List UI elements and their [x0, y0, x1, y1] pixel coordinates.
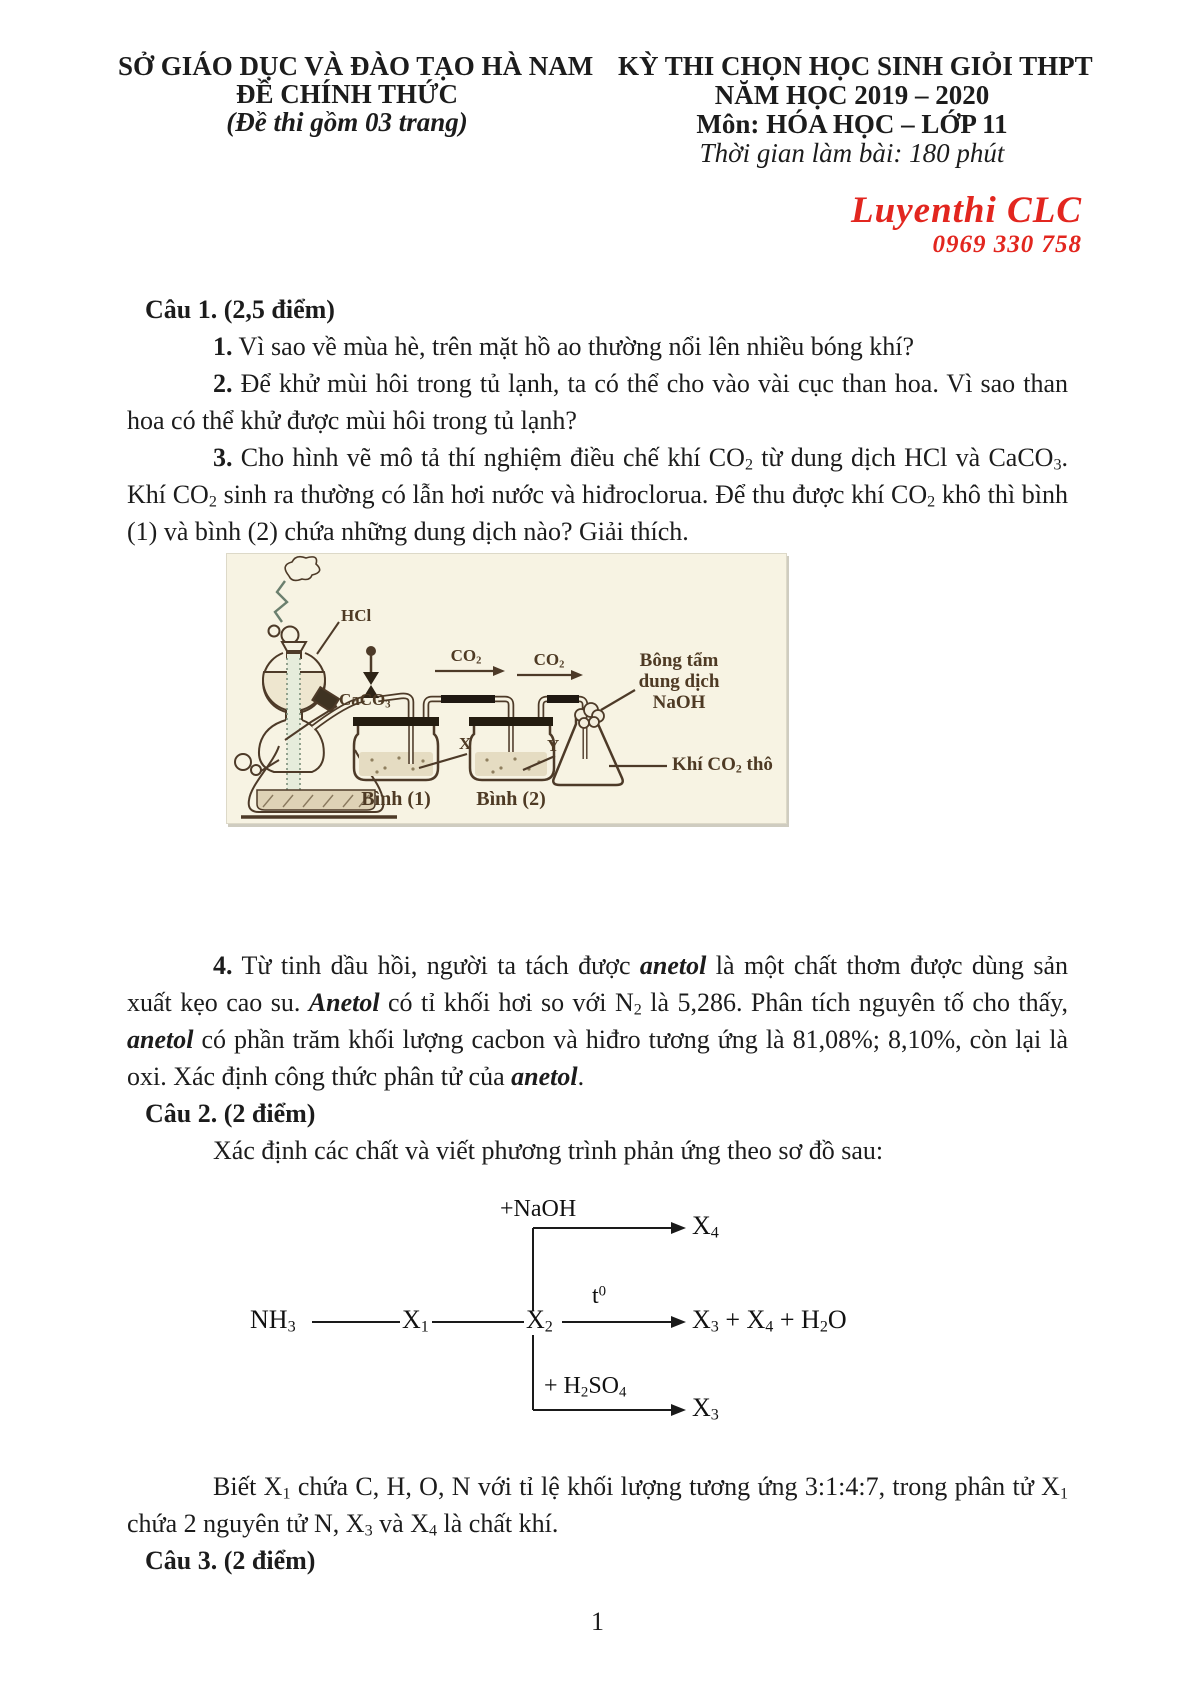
question1-item2: 2. Để khử mùi hôi trong tủ lạnh, ta có thể cho vào vài cục than hoa. Vì sao than hoa có thể khử được mùi hôi trong tủ lạnh?: [127, 369, 1068, 435]
stopcock-wheel: [282, 627, 299, 644]
co2-label-1: CO2: [450, 646, 482, 667]
hcl-label: HCl: [341, 606, 372, 625]
funnel-cup: [282, 642, 306, 651]
issuer-name: SỞ GIÁO DỤC VÀ ĐÀO TẠO HÀ NAM: [118, 51, 594, 81]
naoh-cotton-label: Bông tẩm dung dịch NaOH: [638, 650, 720, 713]
bottle1-liquid: [359, 752, 433, 776]
bottle2-liquid: [475, 752, 547, 776]
question1-item3: 3. Cho hình vẽ mô tả thí nghiệm điều chế khí CO2 từ dung dịch HCl và CaCO3. Khí CO2 sinh ra thường có lẫn hơi nước và hiđroclorua. Để thu được khí CO2 khô thì bình (1) và bình (2) chứa những dung dịch nào? Giải thích.: [127, 443, 1069, 546]
thistle-tube-column: [287, 654, 300, 790]
scheme-x2: X2: [526, 1305, 553, 1336]
subject-grade: Môn: HÓA HỌC – LỚP 11: [696, 109, 1008, 139]
question3-heading: Câu 3. (2 điểm): [145, 1546, 316, 1575]
arrowhead-bottom: [671, 1404, 686, 1416]
scheme-naoh-condition: +NaOH: [500, 1196, 577, 1222]
question1-item1: 1. Vì sao về mùa hè, trên mặt hồ ao thường nổi lên nhiều bóng khí?: [213, 332, 915, 361]
x-label: X: [459, 734, 472, 753]
binh2-label: Bình (2): [476, 788, 546, 810]
scheme-heat-condition: $t^0$: [592, 1283, 607, 1309]
official-exam-label: ĐỀ CHÍNH THỨC: [235, 79, 459, 109]
duration-note: Thời gian làm bài: 180 phút: [699, 138, 1005, 168]
brand-watermark: [851, 192, 1082, 257]
crude-co2-label: Khí CO2 thô: [672, 754, 773, 776]
bottle2-stopper: [469, 717, 553, 726]
scheme-x1: X1: [402, 1305, 429, 1336]
capillary-tube: [275, 581, 287, 622]
scheme-nh3: NH3: [250, 1305, 296, 1336]
smoke-cloud: [285, 557, 320, 581]
stopcock-wheel-small: [269, 626, 280, 637]
question2-heading: Câu 2. (2 điểm): [145, 1099, 316, 1128]
header-left-block: [118, 51, 594, 137]
brand-name: Luyenthi CLC: [851, 190, 1082, 231]
valve-body: [363, 672, 379, 685]
page-count-note: (Đề thi gồm 03 trang): [226, 107, 468, 137]
question1-item4: 4. Từ tinh dầu hồi, người ta tách được anetol là một chất thơm được dùng sản xuất kẹo cao su. Anetol có tỉ khối hơi so với N2 là 5,286. Phân tích nguyên tố cho thấy, anetol có phần trăm khối lượng cacbon và hiđro tương ứng là 81,08%; 8,10%, còn lại là oxi. Xác định công thức phân tử của anetol.: [127, 951, 1068, 1091]
scheme-sum: X3 + X4 + H2O: [692, 1305, 847, 1336]
y-label: Y: [547, 736, 560, 755]
question2-intro: Xác định các chất và viết phương trình phản ứng theo sơ đồ sau:: [213, 1136, 884, 1165]
arrowhead-top: [671, 1222, 686, 1234]
scheme-x4: X4: [692, 1211, 719, 1242]
arrowhead-middle: [671, 1316, 686, 1328]
scheme-h2so4-condition: + H2SO4: [544, 1373, 627, 1401]
header-right-block: [618, 51, 1093, 168]
exam-title: KỲ THI CHỌN HỌC SINH GIỎI THPT: [618, 51, 1093, 81]
question2-note: Biết X1 chứa C, H, O, N với tỉ lệ khối lượng tương ứng 3:1:4:7, trong phân tử X1 chứa 2 nguyên tử N, X3 và X4 là chất khí.: [127, 1472, 1069, 1540]
school-year: NĂM HỌC 2019 – 2020: [714, 80, 990, 110]
valve-knob: [367, 647, 375, 655]
page-number: 1: [591, 1607, 604, 1636]
co2-label-2: CO2: [533, 650, 565, 671]
question1-heading: Câu 1. (2,5 điểm): [145, 295, 335, 324]
bottle1-stopper: [353, 717, 439, 726]
hcl-pointer-line: [317, 622, 339, 654]
scheme-x3: X3: [692, 1393, 719, 1424]
reaction-scheme-figure: [230, 1195, 890, 1445]
caco3-label: CaCO3: [339, 690, 391, 711]
side-spout-bulb: [235, 754, 251, 770]
co2-apparatus-figure: [226, 553, 787, 824]
brand-phone: 0969 330 758: [932, 231, 1082, 258]
binh1-label: Bình (1): [361, 788, 431, 810]
